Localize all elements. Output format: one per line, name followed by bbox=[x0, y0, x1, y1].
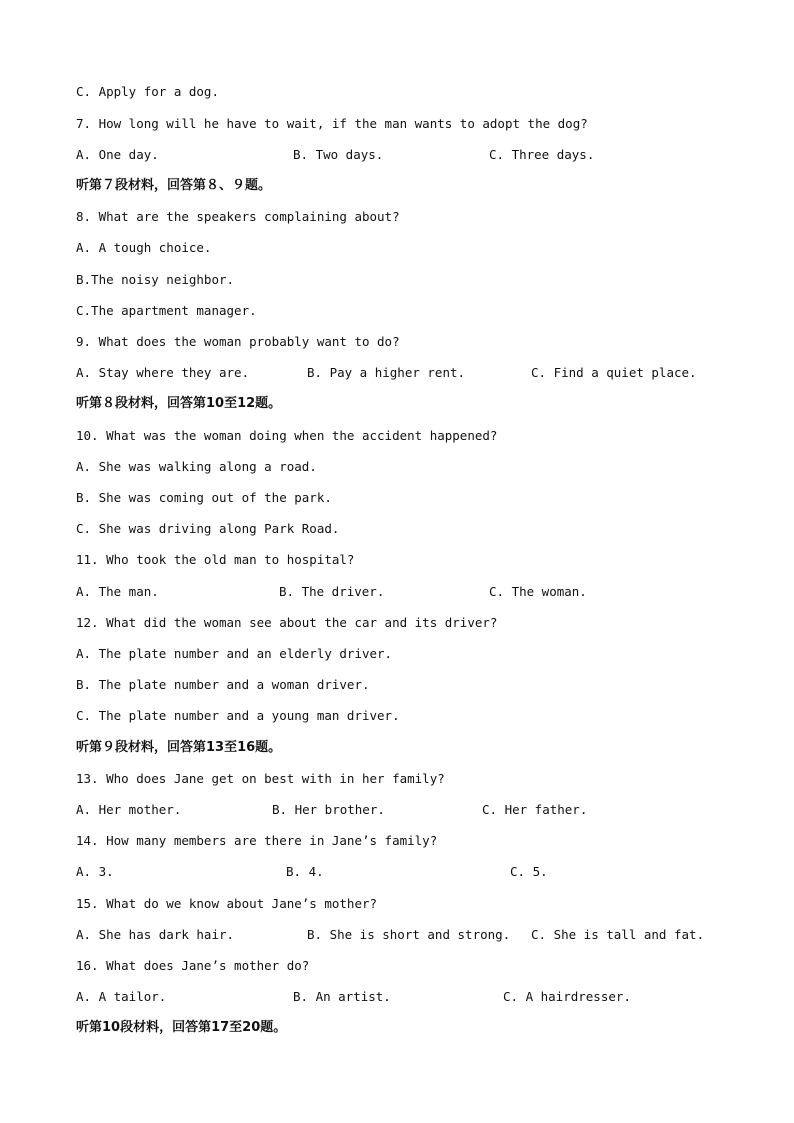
q11-option-b: B. The driver. bbox=[279, 584, 385, 599]
q15-option-a: A. She has dark hair. bbox=[76, 927, 235, 942]
q16-option-a: A. A tailor. bbox=[76, 989, 167, 1004]
q6-option-c: C. Apply for a dog. bbox=[76, 84, 219, 99]
q13-option-a: A. Her mother. bbox=[76, 802, 182, 817]
q8-question: 8. What are the speakers complaining about? bbox=[76, 209, 400, 224]
q15-option-b: B. She is short and strong. bbox=[307, 927, 511, 942]
q10-option-c: C. She was driving along Park Road. bbox=[76, 521, 340, 536]
q7-option-b: B. Two days. bbox=[293, 147, 384, 162]
q12-option-a: A. The plate number and an elderly driver. bbox=[76, 646, 393, 661]
q10-option-b: B. She was coming out of the park. bbox=[76, 490, 332, 505]
q9-option-c: C. Find a quiet place. bbox=[531, 365, 697, 380]
section-heading-7: 听第７段材料，回答第８、９题。 bbox=[76, 178, 272, 193]
q14-option-a: A. 3. bbox=[76, 864, 114, 879]
q11-option-c: C. The woman. bbox=[489, 584, 587, 599]
q10-option-a: A. She was walking along a road. bbox=[76, 459, 317, 474]
q8-option-a: A. A tough choice. bbox=[76, 240, 212, 255]
q12-option-b: B. The plate number and a woman driver. bbox=[76, 677, 370, 692]
q16-option-b: B. An artist. bbox=[293, 989, 391, 1004]
q13-option-b: B. Her brother. bbox=[272, 802, 385, 817]
q7-option-a: A. One day. bbox=[76, 147, 159, 162]
q7-option-c: C. Three days. bbox=[489, 147, 595, 162]
q14-option-c: C. 5. bbox=[510, 864, 548, 879]
q13-question: 13. Who does Jane get on best with in her family? bbox=[76, 771, 445, 786]
q16-option-c: C. A hairdresser. bbox=[503, 989, 631, 1004]
q14-question: 14. How many members are there in Jane’s family? bbox=[76, 833, 438, 848]
q9-question: 9. What does the woman probably want to do? bbox=[76, 334, 400, 349]
q11-option-a: A. The man. bbox=[76, 584, 159, 599]
q12-option-c: C. The plate number and a young man driver. bbox=[76, 708, 400, 723]
q16-question: 16. What does Jane’s mother do? bbox=[76, 958, 310, 973]
q11-question: 11. Who took the old man to hospital? bbox=[76, 552, 355, 567]
q13-option-c: C. Her father. bbox=[482, 802, 588, 817]
q8-option-b: B.The noisy neighbor. bbox=[76, 272, 235, 287]
section-heading-9: 听第９段材料，回答第13至16题。 bbox=[76, 740, 282, 755]
q15-option-c: C. She is tall and fat. bbox=[531, 927, 705, 942]
q9-option-b: B. Pay a higher rent. bbox=[307, 365, 466, 380]
section-heading-8: 听第８段材料，回答第10至12题。 bbox=[76, 396, 282, 411]
q9-option-a: A. Stay where they are. bbox=[76, 365, 250, 380]
q12-question: 12. What did the woman see about the car and its driver? bbox=[76, 615, 498, 630]
q15-question: 15. What do we know about Jane’s mother? bbox=[76, 896, 378, 911]
q10-question: 10. What was the woman doing when the accident happened? bbox=[76, 428, 498, 443]
section-heading-10: 听第10段材料，回答第17至20题。 bbox=[76, 1020, 287, 1035]
q7-question: 7. How long will he have to wait, if the man wants to adopt the dog? bbox=[76, 116, 588, 131]
q14-option-b: B. 4. bbox=[286, 864, 324, 879]
q8-option-c: C.The apartment manager. bbox=[76, 303, 257, 318]
